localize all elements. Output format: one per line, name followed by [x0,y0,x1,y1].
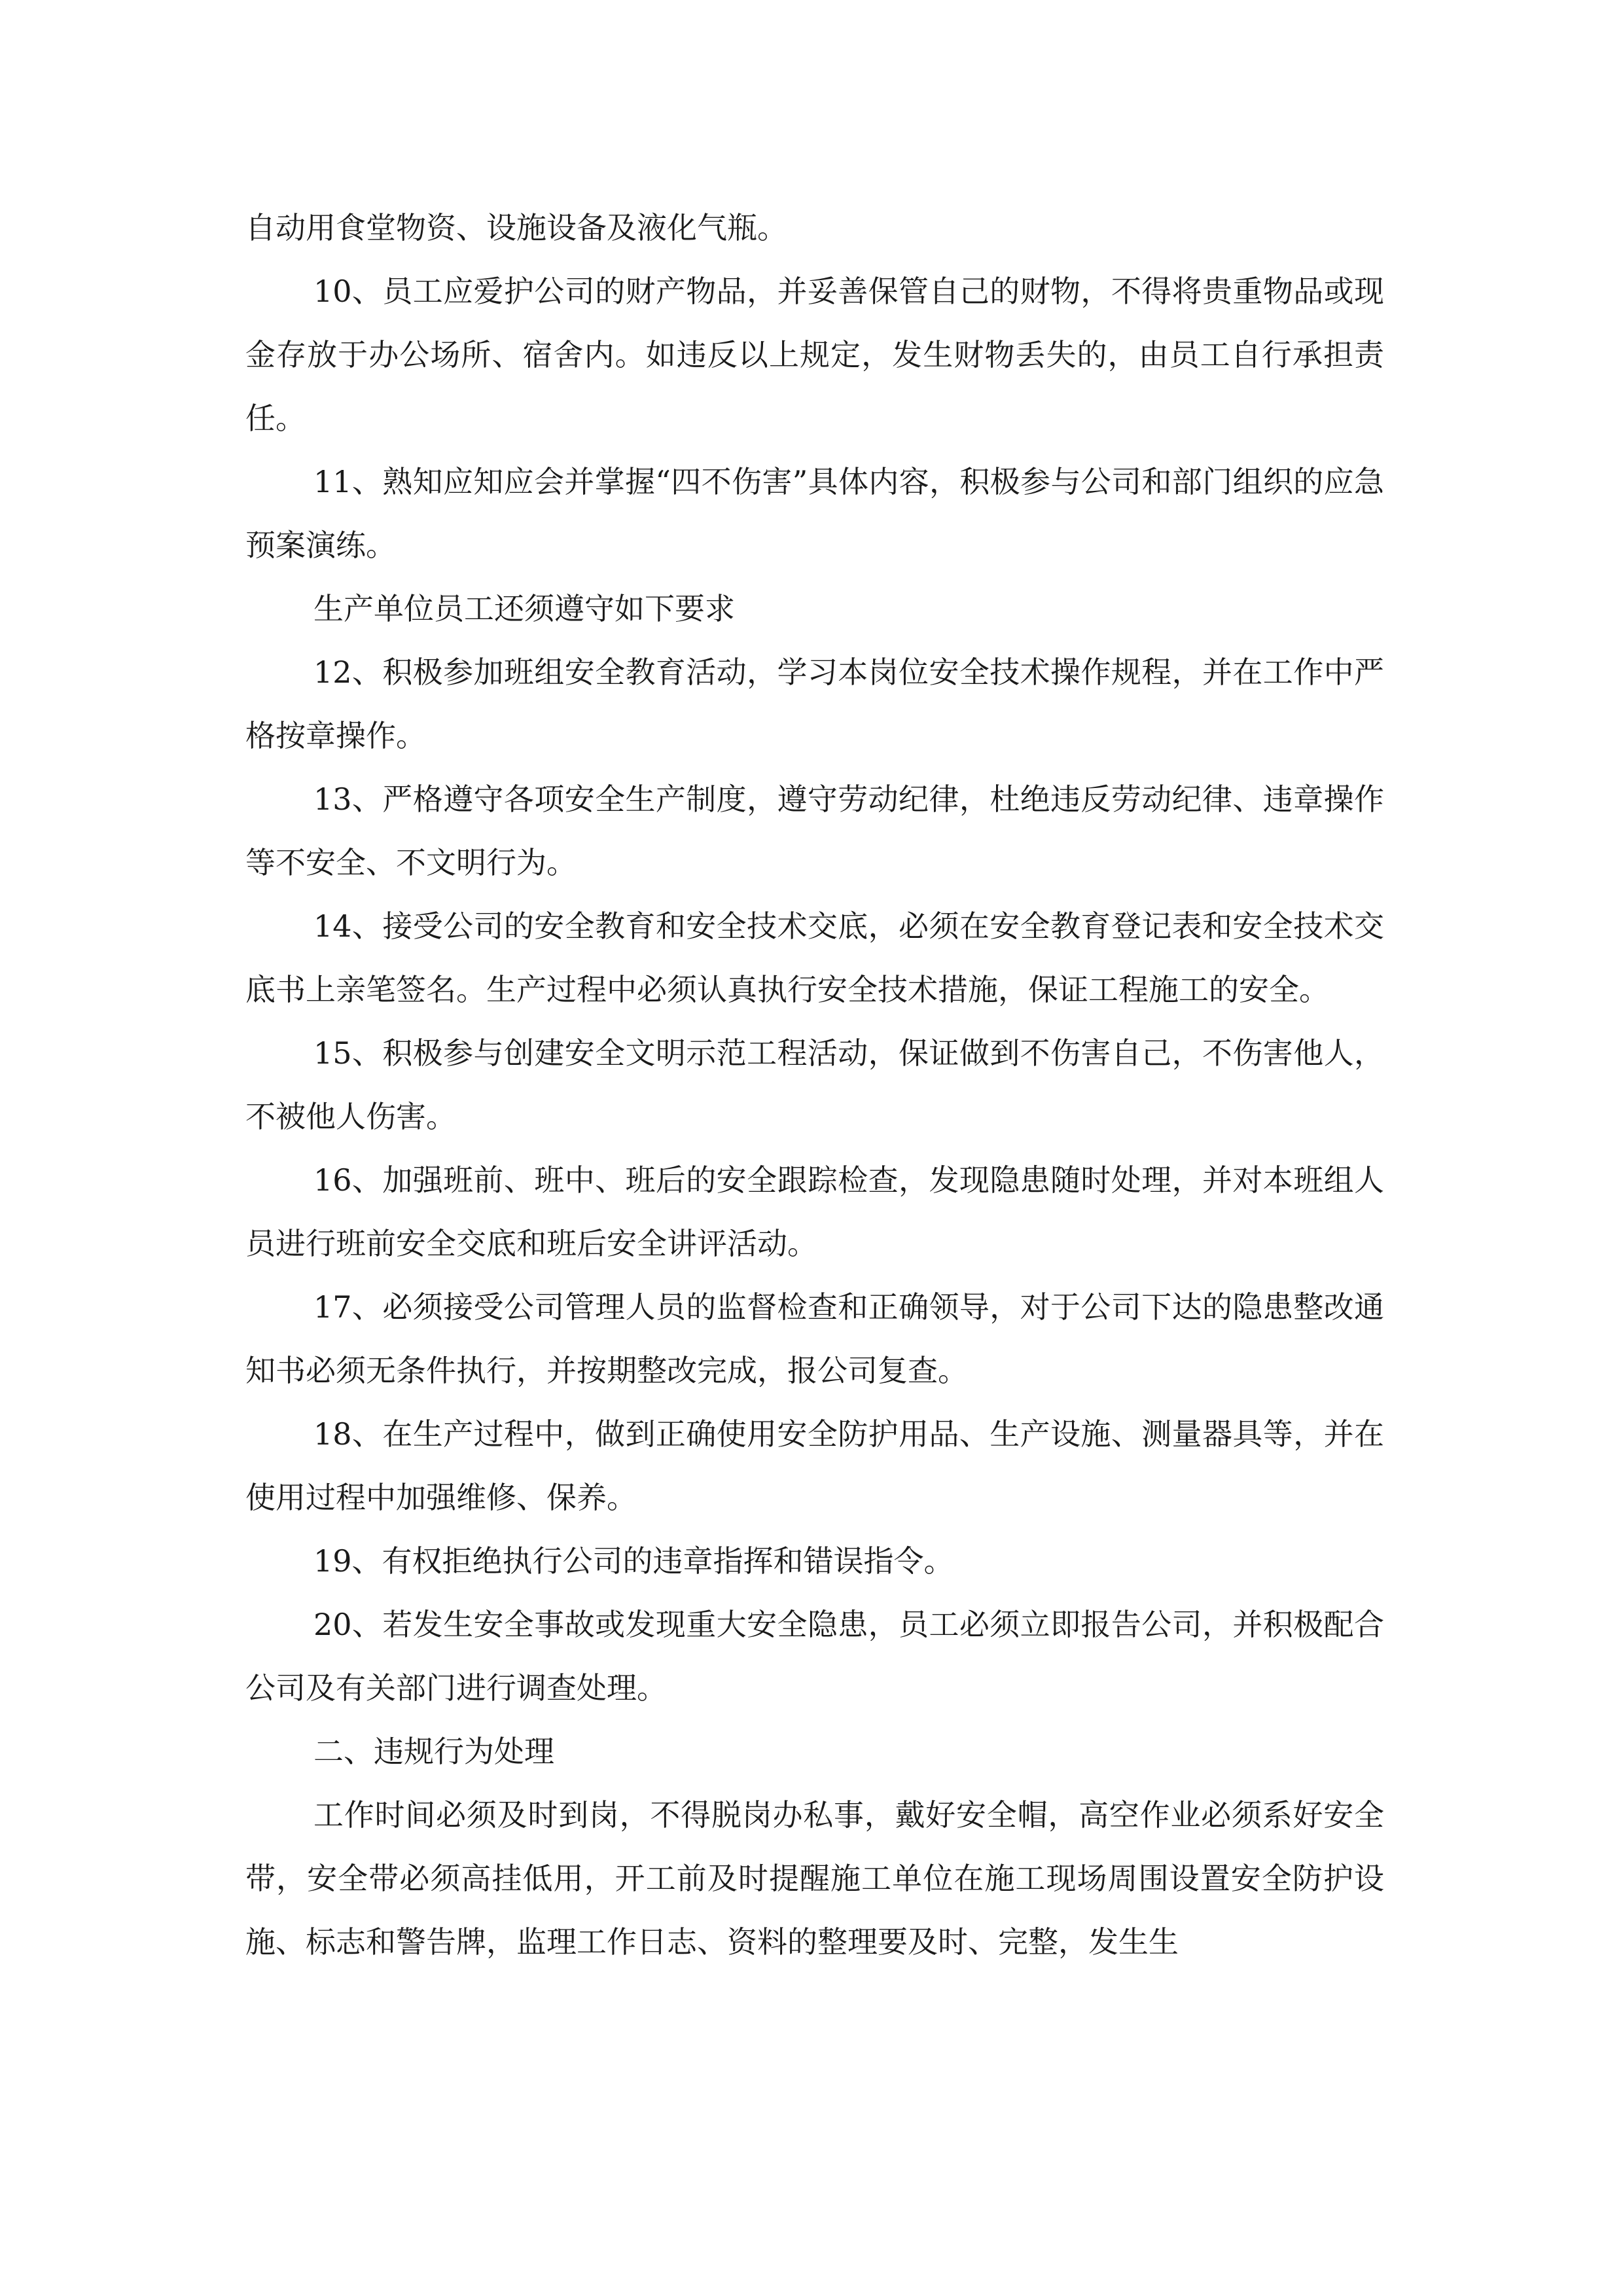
paragraph-item-15: 15、积极参与创建安全文明示范工程活动，保证做到不伤害自己，不伤害他人，不被他人伤害。 [245,1035,1384,1134]
paragraph-item-17: 17、必须接受公司管理人员的监督检查和正确领导，对于公司下达的隐患整改通知书必须无条件执行，并按期整改完成，报公司复查。 [245,1289,1384,1388]
paragraph-item-11: 11、熟知应知应会并掌握“四不伤害”具体内容，积极参与公司和部门组织的应急预案演练。 [245,464,1384,563]
paragraph-item-14: 14、接受公司的安全教育和安全技术交底，必须在安全教育登记表和安全技术交底书上亲笔签名。生产过程中必须认真执行安全技术措施，保证工程施工的安全。 [245,908,1384,1007]
paragraph-item-16: 16、加强班前、班中、班后的安全跟踪检查，发现隐患随时处理，并对本班组人员进行班前安全交底和班后安全讲评活动。 [245,1162,1384,1261]
paragraph-item-20: 20、若发生安全事故或发现重大安全隐患，员工必须立即报告公司，并积极配合公司及有关部门进行调查处理。 [245,1607,1384,1706]
paragraph-item-19: 19、有权拒绝执行公司的违章指挥和错误指令。 [313,1543,954,1579]
paragraph-item-13: 13、严格遵守各项安全生产制度，遵守劳动纪律，杜绝违反劳动纪律、违章操作等不安全、不文明行为。 [245,781,1384,880]
paragraph-item-12: 12、积极参加班组安全教育活动，学习本岗位安全技术操作规程，并在工作中严格按章操作。 [245,655,1384,753]
document-body [245,196,1384,1974]
paragraph-item-18: 18、在生产过程中，做到正确使用安全防护用品、生产设施、测量器具等，并在使用过程中加强维修、保养。 [245,1416,1384,1515]
paragraph-production-requirements-heading: 生产单位员工还须遵守如下要求 [313,591,735,626]
paragraph-work-rules: 工作时间必须及时到岗，不得脱岗办私事，戴好安全帽，高空作业必须系好安全带，安全带必须高挂低用，开工前及时提醒施工单位在施工现场周围设置安全防护设施、标志和警告牌，监理工作日志、资料的整理要及时、完整，发生生 [245,1797,1384,1960]
paragraph-continuation: 自动用食堂物资、设施设备及液化气瓶。 [245,210,787,245]
section-heading-violation-handling: 二、违规行为处理 [313,1734,554,1769]
paragraph-item-10: 10、员工应爱护公司的财产物品，并妥善保管自己的财物，不得将贵重物品或现金存放于办公场所、宿舍内。如违反以上规定，发生财物丢失的，由员工自行承担责任。 [245,274,1384,436]
